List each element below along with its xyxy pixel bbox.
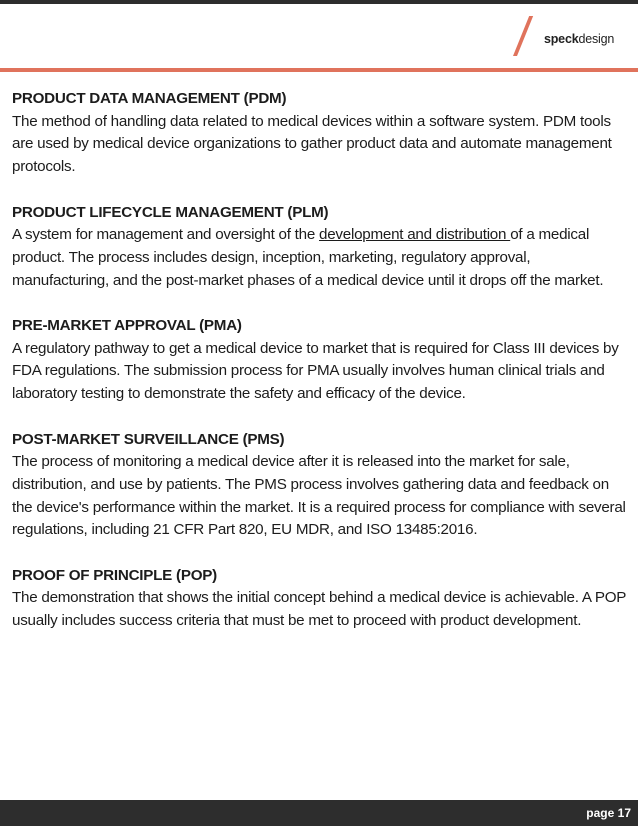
glossary-entry-plm — [12, 202, 628, 293]
term-heading: PROOF OF PRINCIPLE (POP) — [12, 566, 217, 584]
logo-bold-text: speck — [544, 32, 579, 46]
header-divider — [0, 68, 638, 72]
top-bar — [0, 0, 638, 4]
term-heading: PRODUCT LIFECYCLE MANAGEMENT (PLM) — [12, 203, 329, 221]
glossary-entry-pop — [12, 565, 628, 633]
glossary-entry-pma — [12, 315, 628, 406]
glossary-content — [12, 88, 628, 656]
definition-text-start: A system for management and oversight of the — [12, 226, 320, 244]
definition-text-end: of a medical product. The process includes design, inception, marketing, regulatory approval, manufacturing, and the post-market phases of a medical device until it drops off the market. — [12, 226, 604, 289]
term-definition: The process of monitoring a medical device after it is released into the market for sale, distribution, and use by patients. The PMS process involves gathering data and feedback on the device's performance within the market. It is a required process for compliance with several regulations, including 21 CFR Part 820, EU MDR, and ISO 13485:2016. — [12, 453, 626, 539]
term-definition: The method of handling data related to medical devices within a software system. PDM tools are used by medical device organizations to gather product data and automate management protocols. — [12, 112, 612, 176]
term-heading: PRE-MARKET APPROVAL (PMA) — [12, 317, 242, 334]
footer-bar — [0, 800, 638, 826]
logo-slash-mark — [513, 16, 533, 56]
page-number: page 17 — [586, 806, 631, 820]
development-distribution-link[interactable]: development and distribution — [319, 226, 511, 244]
term-definition: A regulatory pathway to get a medical device to market that is required for Class III devices by FDA regulations. The submission process for PMA usually involves human clinical trials and laboratory testing to demonstrate the safety and efficacy of the device. — [12, 339, 619, 403]
term-definition — [12, 224, 628, 292]
glossary-entry-pdm — [12, 88, 628, 179]
logo-light-text: design — [578, 32, 615, 46]
term-heading: PRODUCT DATA MANAGEMENT (PDM) — [12, 90, 287, 107]
glossary-entry-pms — [12, 429, 628, 543]
term-heading: POST-MARKET SURVEILLANCE (PMS) — [12, 430, 285, 448]
term-definition: The demonstration that shows the initial concept behind a medical device is achievable. A POP usually includes success criteria that must be met to proceed with product development. — [12, 589, 626, 630]
speckdesign-logo — [544, 32, 614, 46]
